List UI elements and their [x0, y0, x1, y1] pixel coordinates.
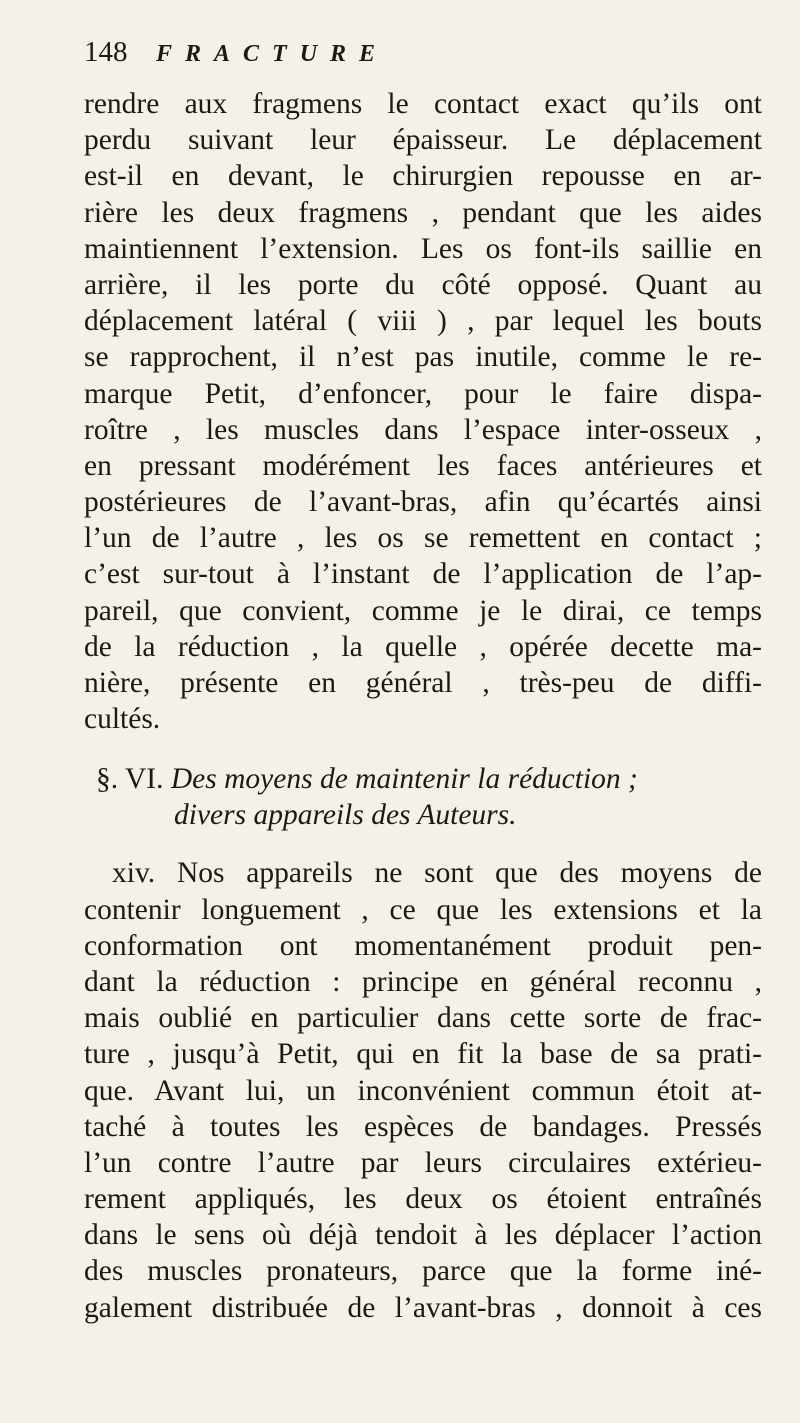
section-number: §. VI. — [96, 763, 164, 796]
text-line: mais oublié en particulier dans cette sorte de frac- — [84, 1002, 762, 1035]
text-line: rendre aux fragmens le contact exact qu’ils ont — [84, 88, 762, 120]
text-line: postérieures de l’avant-bras, afin qu’écartés ainsi — [84, 486, 762, 519]
text-line: rement appliqués, les deux os étoient entraînés — [84, 1183, 762, 1216]
text-line: perdu suivant leur épaisseur. Le déplacement — [84, 124, 762, 157]
text-line: cultés. — [84, 703, 161, 736]
text-line: conformation ont momentanément produit pen- — [84, 929, 762, 962]
section-title-part-1: Des moyens de maintenir la réduction ; — [170, 763, 638, 796]
text-line: dant la réduction : principe en général reconnu , — [84, 965, 762, 998]
text-line: est-il en devant, le chirurgien repousse en ar- — [84, 160, 762, 193]
paragraph-continuation — [84, 86, 762, 737]
text-line: taché à toutes les espèces de bandages. Pressés — [84, 1110, 762, 1143]
text-line: l’un contre l’autre par leurs circulaires extérieu- — [84, 1146, 762, 1179]
text-line: ture , jusqu’à Petit, qui en fit la base de sa prati- — [84, 1038, 762, 1071]
text-line: que. Avant lui, un inconvénient commun étoit at- — [84, 1074, 762, 1107]
page-number: 148 — [84, 36, 128, 68]
text-line: des muscles pronateurs, parce que la forme iné- — [84, 1255, 762, 1288]
text-line: dans le sens où déjà tendoit à les déplacer l’action — [84, 1219, 762, 1252]
text-line: c’est sur-tout à l’instant de l’application de l’ap- — [84, 558, 762, 591]
text-line: arrière, il les porte du côté opposé. Quant au — [84, 268, 762, 301]
section-title-part-2: divers appareils des Auteurs. — [174, 799, 517, 832]
text-line: de la réduction , la quelle , opérée decette ma- — [84, 630, 762, 663]
text-line: se rapprochent, il n’est pas inutile, comme le re- — [84, 341, 762, 374]
text-line: déplacement latéral ( viii ) , par lequel les bouts — [84, 305, 762, 338]
text-line: galement distribuée de l’avant-bras , donnoit à ces — [84, 1291, 762, 1324]
section-heading-line-1 — [84, 761, 762, 797]
page-header — [84, 36, 762, 86]
text-line: contenir longuement , ce que les extensions et la — [84, 893, 762, 926]
text-line: roître , les muscles dans l’espace inter-osseux , — [84, 413, 762, 446]
text-line: nière, présente en général , très-peu de diffi- — [84, 667, 762, 699]
section-heading — [84, 761, 762, 833]
text-line: marque Petit, d’enfoncer, pour le faire dispa- — [84, 377, 762, 410]
paragraph-xiv — [84, 855, 762, 1325]
text-line: pareil, que convient, comme je le dirai, ce temps — [84, 594, 762, 627]
text-line: en pressant modérément les faces antérieures et — [84, 449, 762, 482]
text-line: maintiennent l’extension. Les os font-ils saillie en — [84, 232, 762, 265]
text-line: rière les deux fragmens , pendant que les aides — [84, 196, 762, 229]
text-line: l’un de l’autre , les os se remettent en contact ; — [84, 522, 762, 555]
text-line: xiv. Nos appareils ne sont que des moyens de — [112, 857, 762, 890]
running-head: FRACTURE — [156, 41, 389, 67]
